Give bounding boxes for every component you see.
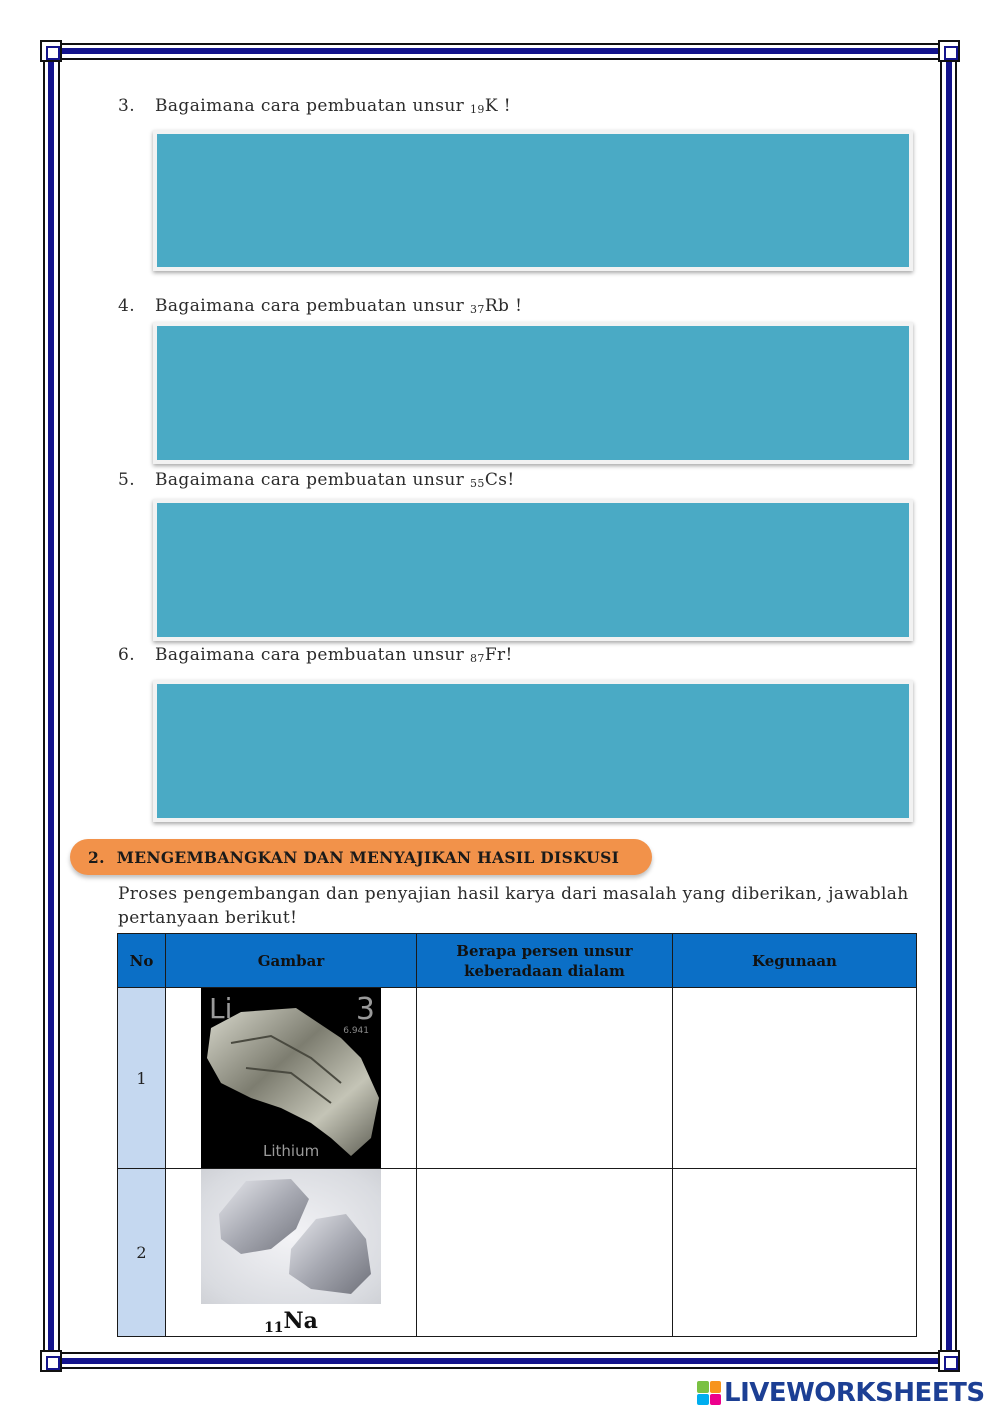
lithium-metal-illustration [201, 988, 381, 1168]
header-gambar: Gambar [166, 934, 417, 988]
element-symbol: K [484, 96, 498, 116]
sodium-label: $_{11}$Na [264, 1308, 318, 1336]
frame-corner-ornament [40, 1350, 62, 1372]
frame-corner-ornament [40, 40, 62, 62]
section-intro: Proses pengembangan dan penyajian hasil karya dari masalah yang diberikan, jawablah pertanyaan berikut! [118, 884, 909, 928]
question-text: Bagaimana cara pembuatan unsur [155, 296, 470, 316]
header-kegunaan: Kegunaan [673, 934, 917, 988]
question-4: 4. Bagaimana cara pembuatan unsur $_{37}$Rb ! [118, 296, 523, 316]
atomic-number: 37 [470, 303, 485, 316]
question-5: 5. Bagaimana cara pembuatan unsur $_{55}$Cs! [118, 470, 515, 490]
header-persen: Berapa persen unsur keberadaan dialam [417, 934, 673, 988]
answer-box-5[interactable] [153, 499, 913, 641]
gambar-cell [166, 988, 417, 1169]
question-text: Bagaimana cara pembuatan unsur [155, 470, 470, 490]
question-number: 3. [118, 96, 136, 116]
question-6: 6. Bagaimana cara pembuatan unsur $_{87}$Fr! [118, 645, 513, 665]
question-number: 4. [118, 296, 136, 316]
answer-box-6[interactable] [153, 680, 913, 822]
atomic-number: 3 [355, 992, 375, 1027]
answer-box-4[interactable] [153, 322, 913, 464]
brand-name: LIVEWORKSHEETS [724, 1378, 985, 1408]
atomic-mass: 6.941 [343, 1026, 369, 1036]
question-number: 5. [118, 470, 136, 490]
liveworksheets-icon [697, 1381, 721, 1405]
section-heading [70, 839, 652, 875]
element-symbol: Cs [484, 470, 508, 490]
table-row [118, 1169, 917, 1337]
kegunaan-cell[interactable] [673, 1169, 917, 1337]
atomic-number: 87 [470, 652, 485, 665]
atomic-number: 19 [470, 103, 485, 116]
frame-corner-ornament [938, 1350, 960, 1372]
kegunaan-cell[interactable] [673, 988, 917, 1169]
table-header-row [118, 934, 917, 988]
gambar-cell [166, 1169, 417, 1337]
answer-box-3[interactable] [153, 130, 913, 271]
element-symbol: Fr [484, 645, 506, 665]
row-number: 2 [118, 1169, 166, 1337]
liveworksheets-logo [697, 1378, 985, 1408]
question-number: 6. [118, 645, 136, 665]
atomic-number: 55 [470, 477, 485, 490]
section-number: 2. [88, 847, 105, 867]
lithium-photo [201, 988, 381, 1168]
element-symbol: Rb [484, 296, 510, 316]
question-text: Bagaimana cara pembuatan unsur [155, 96, 470, 116]
sodium-photo [201, 1169, 381, 1304]
question-text: Bagaimana cara pembuatan unsur [155, 645, 470, 665]
element-table [117, 933, 917, 1337]
sodium-lumps-illustration [201, 1169, 381, 1304]
table-row [118, 988, 917, 1169]
row-number: 1 [118, 988, 166, 1169]
element-name: Lithium [263, 1142, 320, 1160]
header-no: No [118, 934, 166, 988]
section-title: MENGEMBANGKAN DAN MENYAJIKAN HASIL DISKUSI [116, 847, 620, 867]
question-3: 3. Bagaimana cara pembuatan unsur $_{19}$K ! [118, 96, 511, 116]
element-symbol: Li [209, 992, 233, 1025]
persen-cell[interactable] [417, 988, 673, 1169]
frame-corner-ornament [938, 40, 960, 62]
persen-cell[interactable] [417, 1169, 673, 1337]
